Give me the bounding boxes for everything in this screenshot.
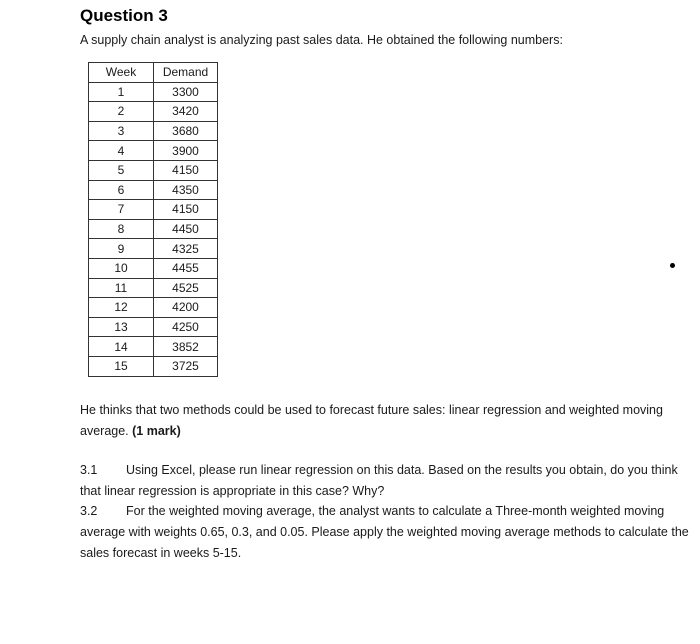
demand-cell: 4250: [154, 317, 218, 337]
table-row: [89, 258, 218, 278]
header-demand: Demand: [154, 63, 218, 83]
table-row: [89, 121, 218, 141]
table-row: [89, 317, 218, 337]
week-cell: 9: [89, 239, 154, 259]
table-row: [89, 102, 218, 122]
week-cell: 14: [89, 337, 154, 357]
table-row: [89, 278, 218, 298]
question-intro: A supply chain analyst is analyzing past sales data. He obtained the following numbers:: [80, 33, 563, 47]
week-cell: 5: [89, 160, 154, 180]
methods-paragraph: [80, 400, 695, 442]
week-cell: 1: [89, 82, 154, 102]
bullet-dot: [670, 263, 675, 268]
question-number: 3.2: [80, 504, 98, 518]
week-cell: 15: [89, 356, 154, 376]
table-row: [89, 141, 218, 161]
demand-cell: 4150: [154, 200, 218, 220]
table-row: [89, 82, 218, 102]
question-text: For the weighted moving average, the analyst wants to calculate a Three-month weighted moving average with weights 0.65, 0.3, and 0.05. Please apply the weighted moving average methods to calculate the sales forecast in weeks 5-15.: [80, 504, 689, 560]
week-cell: 8: [89, 219, 154, 239]
table-row: [89, 337, 218, 357]
methods-text: He thinks that two methods could be used to forecast future sales: linear regression and weighted moving average.: [80, 403, 663, 438]
demand-cell: 4455: [154, 258, 218, 278]
table-row: [89, 160, 218, 180]
week-cell: 12: [89, 298, 154, 318]
table-row: [89, 356, 218, 376]
question-text: Using Excel, please run linear regression on this data. Based on the results you obtain, do you think that linear regression is appropriate in this case? Why?: [80, 463, 678, 498]
table-row: [89, 219, 218, 239]
mark-label: (1 mark): [132, 424, 181, 438]
header-week: Week: [89, 63, 154, 83]
demand-cell: 3300: [154, 82, 218, 102]
week-cell: 10: [89, 258, 154, 278]
demand-cell: 3900: [154, 141, 218, 161]
table-row: [89, 298, 218, 318]
table-row: [89, 200, 218, 220]
week-cell: 6: [89, 180, 154, 200]
demand-cell: 3680: [154, 121, 218, 141]
demand-cell: 4200: [154, 298, 218, 318]
question-3-2: [80, 501, 695, 564]
question-title: Question 3: [80, 6, 168, 25]
week-cell: 2: [89, 102, 154, 122]
table-header-row: [89, 63, 218, 83]
demand-cell: 3725: [154, 356, 218, 376]
week-cell: 13: [89, 317, 154, 337]
demand-cell: 4525: [154, 278, 218, 298]
week-cell: 3: [89, 121, 154, 141]
question-number: 3.1: [80, 463, 98, 477]
demand-cell: 4350: [154, 180, 218, 200]
table-row: [89, 180, 218, 200]
demand-cell: 4325: [154, 239, 218, 259]
question-3-1: [80, 460, 695, 502]
demand-cell: 3420: [154, 102, 218, 122]
demand-cell: 4150: [154, 160, 218, 180]
week-cell: 11: [89, 278, 154, 298]
demand-table: [88, 62, 218, 377]
week-cell: 7: [89, 200, 154, 220]
demand-cell: 3852: [154, 337, 218, 357]
table-row: [89, 239, 218, 259]
demand-cell: 4450: [154, 219, 218, 239]
week-cell: 4: [89, 141, 154, 161]
